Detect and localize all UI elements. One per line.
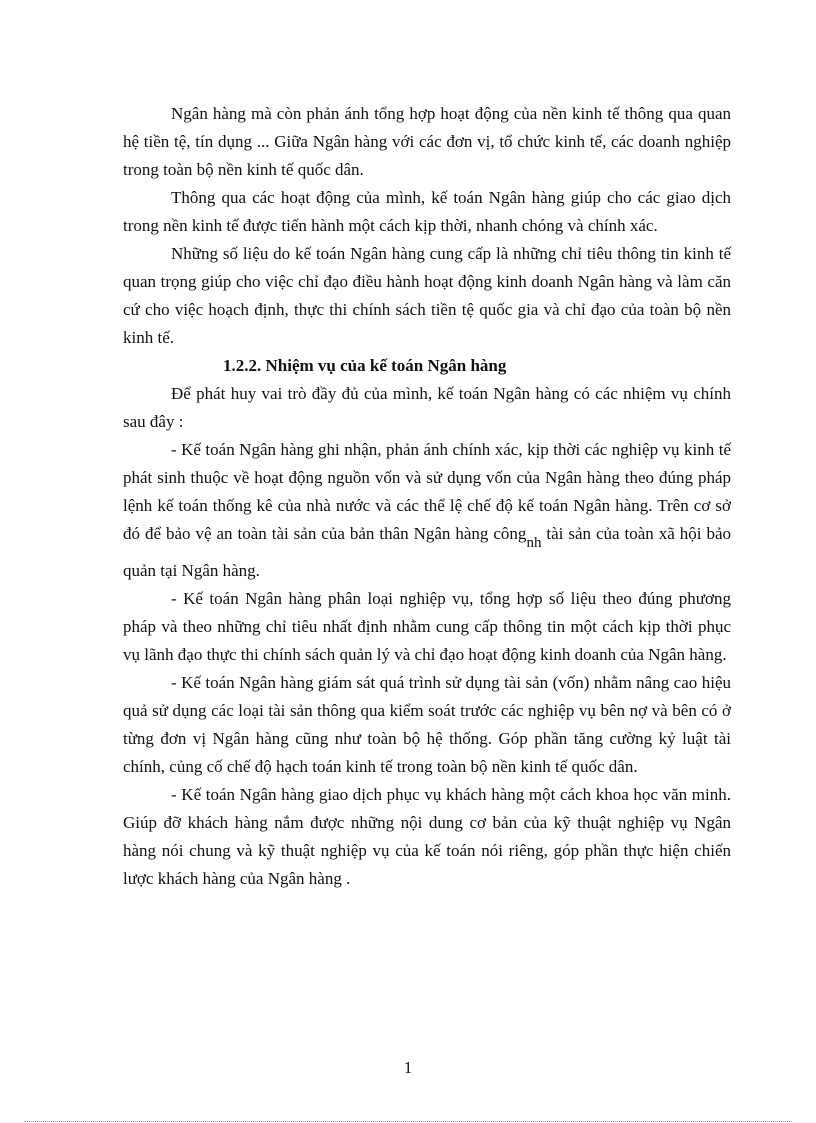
footer-divider: [24, 1121, 792, 1122]
paragraph-5-subscript: nh: [526, 535, 542, 551]
paragraph-6: - Kế toán Ngân hàng phân loại nghiệp vụ, tổng hợp số liệu theo đúng phương pháp và theo những chỉ tiêu nhất định nhằm cung cấp thông tin một cách kịp thời phục vụ lãnh đạo thực thi chính sách quản lý và chỉ đạo hoạt động kinh doanh của Ngân hàng.: [123, 589, 731, 664]
paragraph-2: Thông qua các hoạt động của mình, kế toán Ngân hàng giúp cho các giao dịch trong nền kinh tế được tiến hành một cách kịp thời, nhanh chóng và chính xác.: [123, 188, 731, 235]
page-number: 1: [403, 1058, 413, 1077]
paragraph-8: - Kế toán Ngân hàng giao dịch phục vụ khách hàng một cách khoa học văn minh. Giúp đỡ khách hàng nắm được những nội dung cơ bản của kỹ thuật nghiệp vụ Ngân hàng nói chung và kỹ thuật nghiệp vụ của kế toán nói riêng, góp phần thực hiện chiến lược khách hàng của Ngân hàng .: [123, 785, 731, 888]
section-heading: 1.2.2. Nhiệm vụ của kế toán Ngân hàng: [223, 356, 507, 375]
paragraph-5-text-end: tài sản của toàn xã hội bảo quản tại Ngân hàng.: [123, 524, 732, 580]
paragraph-1: Ngân hàng mà còn phản ánh tổng hợp hoạt động của nền kinh tế thông qua quan hệ tiền tệ, tín dụng ... Giữa Ngân hàng với các đơn vị, tổ chức kinh tế, các doanh nghiệp trong toàn bộ nền kinh tế quốc dân.: [123, 104, 731, 179]
paragraph-3: Những số liệu do kế toán Ngân hàng cung cấp là những chỉ tiêu thông tin kinh tế quan trọng giúp cho việc chỉ đạo điều hành hoạt động kinh doanh Ngân hàng và làm căn cứ cho việc hoạch định, thực thi chính sách tiền tệ quốc gia và chỉ đạo của toàn bộ nền kinh tế.: [123, 244, 731, 347]
paragraph-4: Để phát huy vai trò đầy đủ của mình, kế toán Ngân hàng có các nhiệm vụ chính sau đây :: [123, 384, 731, 431]
paragraph-5-text: - Kế toán Ngân hàng ghi nhận, phản ánh chính xác, kịp thời các nghiệp vụ kinh tế phát sinh thuộc về hoạt động nguồn vốn và sử dụng vốn của Ngân hàng theo đúng pháp lệnh kế toán thống kê của nhà nước và các thể lệ chế độ kế toán Ngân hàng. Trên cơ sở đó để bảo vệ an toàn tài sản của bản thân Ngân hàng công: [123, 440, 731, 543]
body-text: [123, 100, 731, 893]
paragraph-7: - Kế toán Ngân hàng giám sát quá trình sử dụng tài sản (vốn) nhằm nâng cao hiệu quả sử dụng các loại tài sản thông qua kiểm soát trước các nghiệp vụ bên nợ và bên có ở từng đơn vị Ngân hàng cũng như toàn bộ hệ thống. Góp phần tăng cường kỷ luật tài chính, củng cố chế độ hạch toán kinh tế trong toàn bộ nền kinh tế quốc dân.: [123, 673, 731, 776]
paragraph-5: [123, 436, 731, 585]
